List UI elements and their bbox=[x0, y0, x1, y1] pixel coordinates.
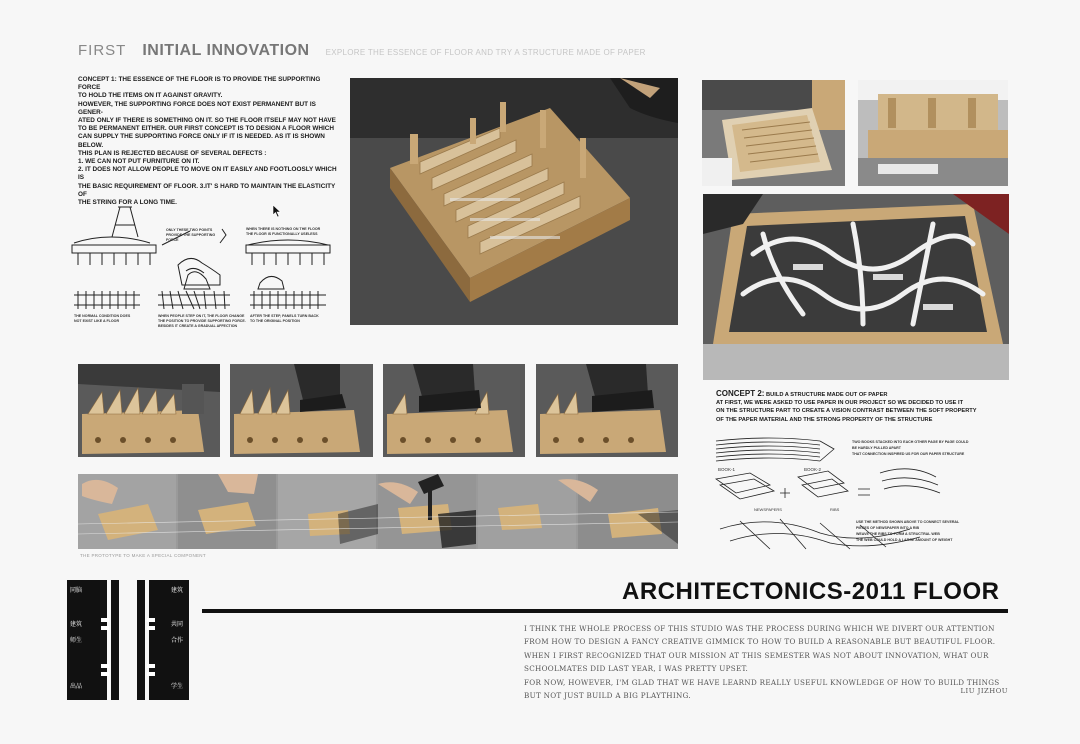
essay-paragraph: I THINK THE WHOLE PROCESS OF THIS STUDIO WAS THE PROCESS DURING WHICH WE DIVERT OUR ATTENTION FROM HOW TO DESIGN A FANCY CREATIVE GIMMICK TO HOW TO BUILD A REASONABLE BUT BEAUTIFUL FLOOR. bbox=[524, 624, 996, 647]
concept2-line: AT FIRST, WE WERE ASKED TO USE PAPER IN OUR PROJECT SO WE DECIDED TO USE IT bbox=[716, 400, 964, 407]
concept1-line: THE STRING FOR A LONG TIME. bbox=[78, 199, 177, 207]
concept1-line: CAN SUPPLY THE SUPPORTING FORCE ONLY IF IT IS NEEDED. AS IT IS SHOWN bbox=[78, 133, 325, 141]
concept2-first-line bbox=[716, 390, 1006, 399]
concept1-line: HOWEVER, THE SUPPORTING FORCE DOES NOT EXIST PERMANENT BUT IS GENER- bbox=[78, 100, 316, 116]
concept2-line: BUILD A STRUCTURE MADE OUT OF PAPER bbox=[766, 392, 888, 398]
photo-strip-components bbox=[78, 474, 678, 549]
essay-paragraph: WHEN I FIRST RECOGNIZED THAT OUR MISSION AT THIS SEMESTER WAS NOT ABOUT INNOVATION, WHAT OUR SCHOOLMATES DID LAST YEAR, I WAS PRETTY UPSET. bbox=[524, 650, 989, 674]
concept2-heading: CONCEPT 2: bbox=[716, 389, 765, 398]
logo-char: 合作 bbox=[171, 637, 184, 644]
sketch1-caption-line: THE POSITION TO PROVIDE SUPPORTING FORCE. bbox=[158, 319, 246, 323]
photo-step-1 bbox=[78, 364, 220, 457]
sketch2-note-line: TWO BOOKS STACKED INTO EACH OTHER PAGE BY PAGE COULD bbox=[852, 440, 969, 444]
logo-char: 学生 bbox=[171, 683, 184, 690]
poster-title: ARCHITECTONICS-2011 FLOOR bbox=[622, 578, 1000, 605]
header-subtitle: EXPLORE THE ESSENCE OF FLOOR AND TRY A STRUCTURE MADE OF PAPER bbox=[325, 48, 646, 57]
sketch1-note-line: FORCE bbox=[166, 238, 179, 242]
concept2-sketch bbox=[710, 433, 1010, 553]
photo-paper-web bbox=[703, 194, 1009, 380]
strip-caption: THE PROTOTYPE TO MAKE A SPECIAL COMPONENT bbox=[80, 553, 206, 558]
sketch2-note-line: BE HARDLY PULLED APART bbox=[852, 446, 901, 450]
sketch2-method-line: WEAVE THE RIBS TO FORM A STRUCTRAL WEB bbox=[856, 532, 940, 536]
concept1-text bbox=[78, 76, 340, 207]
logo-char: 师生 bbox=[70, 637, 83, 644]
sketch1-caption-line: AFTER THE STEP, PANELS TURN BACK bbox=[250, 314, 319, 318]
concept2-line: OF THE PAPER MATERIAL AND THE STRONG PROPERTY OF THE STRUCTURE bbox=[716, 416, 933, 423]
header-title: INITIAL INNOVATION bbox=[142, 42, 310, 59]
concept2-text bbox=[716, 390, 1006, 424]
logo-char: 建筑 bbox=[171, 587, 184, 594]
sketch1-caption-line: TO THE ORIGINAL POSITION bbox=[250, 319, 300, 323]
concept1-sketch bbox=[70, 205, 340, 330]
cursor-icon bbox=[272, 204, 282, 218]
logo-char: 共同 bbox=[171, 621, 184, 628]
sketch1-note-line: WHEN THERE IS NOTHING ON THE FLOOR bbox=[246, 227, 321, 231]
concept1-line: ATED ONLY IF THERE IS SOMETHING ON IT. SO THE FLOOR ITSELF MAY NOT HAVE bbox=[78, 117, 336, 125]
essay-paragraph: FOR NOW, HOWEVER, I'M GLAD THAT WE HAVE LEARND REALLY USEFUL KNOWLEDGE OF HOW TO BUILD THINGS BUT NOT JUST BUILD A BIG PLAYTHING. bbox=[524, 677, 1000, 701]
sketch1-caption-line: NOT EXIST LIKE A FLOOR bbox=[74, 319, 120, 323]
header-first-label: FIRST bbox=[78, 42, 127, 59]
photo-step-4 bbox=[536, 364, 678, 457]
concept1-line: THIS PLAN IS REJECTED BECAUSE OF SEVERAL DEFECTS : bbox=[78, 149, 267, 157]
sketch2-note-line: THAT CONNECTION INSPIRED US FOR OUR PAPER STRUCTURE bbox=[852, 452, 965, 456]
studio-logo bbox=[67, 580, 189, 700]
logo-char: 出品 bbox=[70, 683, 83, 690]
essay-author: LIU JIZHOU bbox=[960, 687, 1008, 695]
ribs-label: RIBS bbox=[830, 507, 840, 512]
sketch1-caption-line: BESIDES IT CREATE A GRADUAL AFFECTION bbox=[158, 324, 238, 328]
concept1-line: CONCEPT 1: THE ESSENCE OF THE FLOOR IS TO PROVIDE THE SUPPORTING FORCE bbox=[78, 76, 321, 92]
sketch1-note-line: PROVIDE THE SUPPORTING bbox=[166, 233, 216, 237]
photo-step-3 bbox=[383, 364, 525, 457]
sketch1-caption-line: THE NORMAL CONDITION DOES bbox=[74, 314, 131, 318]
photo-model-large bbox=[350, 78, 678, 325]
concept1-line: 2. IT DOES NOT ALLOW PEOPLE TO MOVE ON IT EASILY AND FOOTLOOSLY WHICH IS bbox=[78, 166, 337, 182]
newspaper-label: NEWSPAPERS bbox=[754, 507, 782, 512]
sketch2-method-line: THE WEB COULD HOLD A LARGE AMOUNT OF WEIGHT bbox=[856, 538, 953, 542]
concept2-line: ON THE STRUCTURE PART TO CREATE A VISION CONTRAST BETWEEN THE SOFT PROPERTY bbox=[716, 408, 977, 415]
concept1-line: THE BASIC REQUIREMENT OF FLOOR. 3.IT' S HARD TO MAINTAIN THE ELASTICITY OF bbox=[78, 182, 336, 198]
logo-char: 同脑 bbox=[70, 587, 83, 594]
poster-header bbox=[78, 42, 646, 62]
sketch1-caption-line: WHEN PEOPLE STEP ON IT, THE FLOOR CHANGE bbox=[158, 314, 245, 318]
photo-model-top-1 bbox=[702, 80, 845, 186]
concept1-line: TO BE PERMANENT EITHER. OUR FIRST CONCEPT IS TO DESIGN A FLOOR WHICH bbox=[78, 125, 334, 133]
concept1-line: 1. WE CAN NOT PUT FURNITURE ON IT. bbox=[78, 158, 200, 166]
logo-char: 建筑 bbox=[70, 621, 83, 628]
essay-text bbox=[512, 622, 1012, 702]
sketch1-note-line: ONLY THESE TWO POINTS bbox=[166, 228, 213, 232]
sketch2-method-line: PIECES OF NEWSPAPER INTO A RIB bbox=[856, 526, 920, 530]
sketch1-note-line: THE FLOOR IS FUNCTIONALLY USELESS bbox=[246, 232, 318, 236]
concept1-line: BELOW. bbox=[78, 141, 104, 149]
sketch2-method-line: USE THE METHOD SHOWN ABOVE TO CONNECT SEVERAL bbox=[856, 520, 960, 524]
title-rule bbox=[202, 609, 1008, 613]
concept1-line: TO HOLD THE ITEMS ON IT AGAINST GRAVITY. bbox=[78, 92, 223, 100]
photo-step-2 bbox=[230, 364, 373, 457]
book-label: BOOK-2 bbox=[804, 467, 822, 472]
book-label: BOOK-1 bbox=[718, 467, 736, 472]
photo-model-top-2 bbox=[858, 80, 1008, 186]
